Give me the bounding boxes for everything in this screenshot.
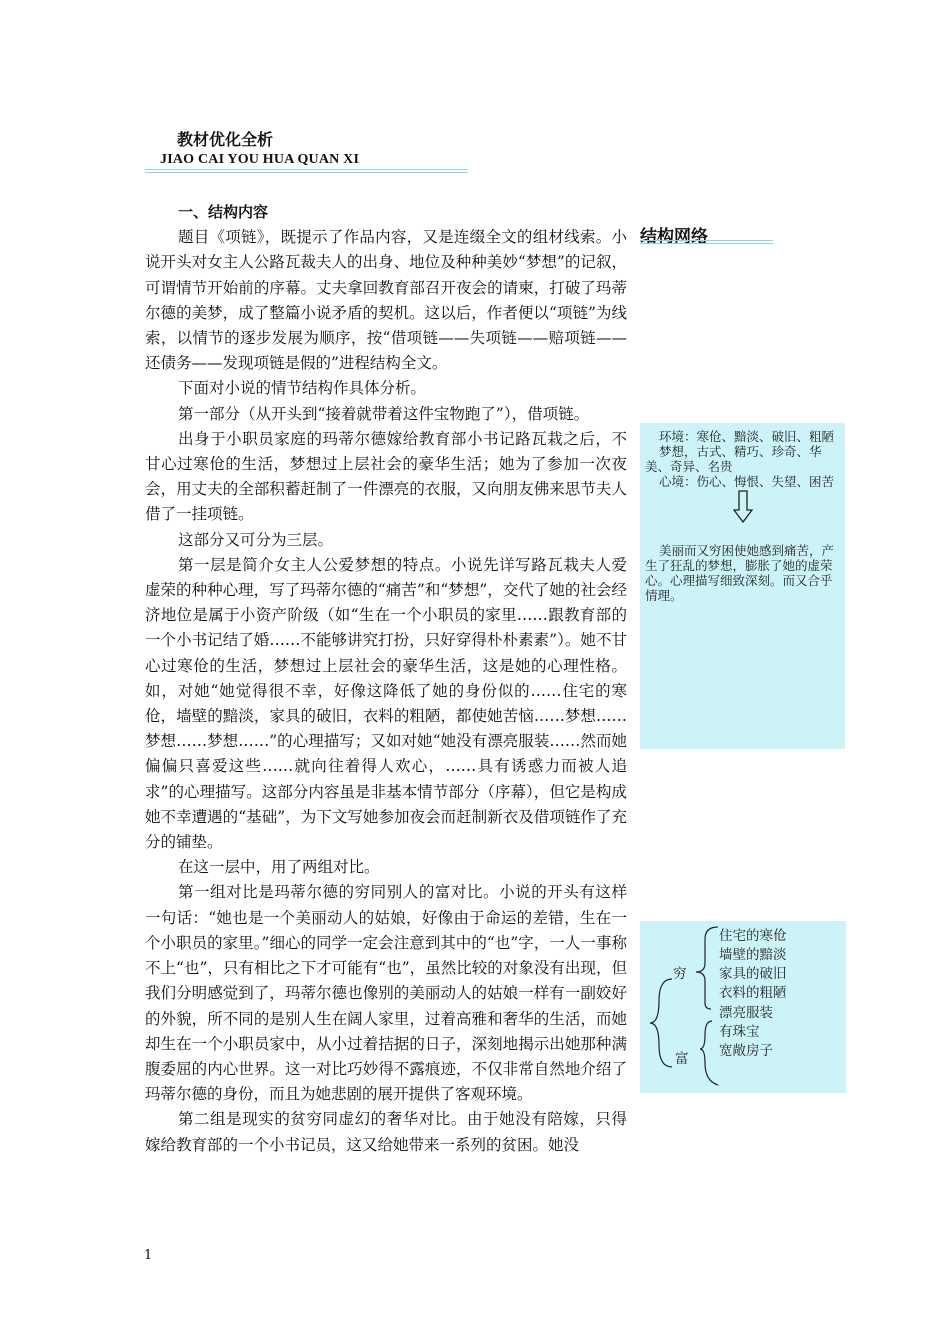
paragraph: 第一组对比是玛蒂尔德的穷同别人的富对比。小说的开头有这样一句话：“她也是一个美丽动人的姑娘，好像由于命运的差错，生在一个小职员的家里。”细心的同学一定会注意到其中的“也”字，一人一事称不上“也”，只有相比之下才可能有“也”，虽然比较的对象没有出现，但我们分明感觉到了，玛蒂尔德也像别的美丽动人的姑娘一样有一副姣好的外貌，所不同的是别人生在阔人家里，过着高雅和奢华的生活，而她却生在一个小职员家中，从小过着拮据的日子，深刻地揭示出她那种满腹委屈的内心世界。这一对比巧妙得不露痕迹，不仅非常自然地介绍了玛蒂尔德的身份，而且为她悲剧的展开提供了客观环境。 [145, 883, 627, 1104]
rich-item: 宽敞房子 [719, 1043, 773, 1059]
section-heading: 一、结构内容 [178, 203, 269, 221]
poor-item: 墙壁的黯淡 [719, 947, 787, 963]
paragraph: 这部分又可分为三层。 [178, 530, 334, 549]
rich-item: 有珠宝 [719, 1024, 760, 1040]
sidebar-title-rule [640, 240, 773, 244]
paragraph: 第一层是简介女主人公爱梦想的特点。小说先详写路瓦栽夫人爱虚荣的种种心理，写了玛蒂尔德的“痛苦”和“梦想”，交代了她的社会经济地位是属于小资产阶级（如“生在一个小职员的家里……跟教育部的一个小书记结了婚……不能够讲究打扮，只好穿得朴朴素素”）。她不甘心过寒伧的生活，梦想过上层社会的豪华生活，这是她的心理性格。如，对她“她觉得很不幸，好像这降低了她的身份似的……住宅的寒伧，墙壁的黯淡，家具的破旧，衣料的粗陋，都使她苦恼……梦想……梦想……梦想……”的心理描写；又如对她“她没有漂亮服装……然而她偏偏只喜爱这些……就向往着得人欢心，……具有诱惑力而被人追求”的心理描写。这部分内容虽是非基本情节部分（序幕），但它是构成她不幸遭遇的“基础”，为下文写她参加夜会而赶制新衣及借项链作了充分的铺垫。 [145, 555, 627, 852]
rich-label: 富 [675, 1051, 689, 1067]
poor-item: 衣料的粗陋 [719, 985, 787, 1001]
paragraph: 第一部分（从开头到“接着就带着这件宝物跑了”），借项链。 [178, 404, 590, 423]
poor-label: 穷 [673, 966, 687, 982]
poor-item: 住宅的寒伧 [719, 928, 787, 944]
box-conclusion-text: 美丽而又穷困使她感到痛苦，产生了狂乱的梦想，膨胀了她的虚荣心。心理描写细致深刻。而又合乎情理。 [645, 543, 835, 603]
poor-item: 漂亮服装 [719, 1005, 773, 1021]
sidebar-title: 结构网络 [640, 227, 708, 247]
paragraph: 出身于小职员家庭的玛蒂尔德嫁给教育部小书记路瓦栽之后，不甘心过寒伧的生活，梦想过上层社会的豪华生活；她为了参加一次夜会，用丈夫的全部积蓄赶制了一件漂亮的衣服，又向朋友佛来思节夫人借了一挂项链。 [145, 429, 627, 524]
header-title-en: JIAO CAI YOU HUA QUAN XI [160, 152, 360, 167]
box-env-text: 环境：寒伧、黯淡、破旧、粗陋 [659, 429, 835, 444]
down-arrow-icon [733, 490, 753, 524]
box-dream-text: 梦想，古式、精巧、珍奇、华美、奇异、名贵 [645, 444, 822, 474]
structure-box-psychology [640, 423, 845, 749]
main-text-column [145, 200, 627, 1158]
header-double-rule [145, 169, 468, 173]
poor-item: 家具的破旧 [719, 966, 787, 982]
box-heart-text: 心境：伤心、悔恨、失望、困苦 [659, 474, 835, 489]
paragraph: 第二组是现实的贫穷同虚幻的奢华对比。由于她没有陪嫁，只得嫁给教育部的一个小书记员，这又给她带来一系列的贫困。她没 [145, 1110, 627, 1154]
paragraph: 题目《项链》，既提示了作品内容，又是连缀全文的组材线索。小说开头对女主人公路瓦裁夫人的出身、地位及种种美妙“梦想”的记叙，可谓情节开始前的序幕。丈夫拿回教育部召开夜会的请柬，打破了玛蒂尔德的美梦，成了整篇小说矛盾的契机。这以后，作者便以“项链”为线索，以情节的逐步发展为顺序，按“借项链——失项链——赔项链——还债务——发现项链是假的”进程结构全文。 [145, 228, 627, 373]
paragraph: 下面对小说的情节结构作具体分析。 [178, 379, 427, 398]
structure-box-contrast [640, 921, 846, 1093]
page-number: 1 [144, 1248, 153, 1263]
paragraph: 在这一层中，用了两组对比。 [178, 858, 380, 877]
header-title-cn: 教材优化全析 [177, 130, 274, 149]
